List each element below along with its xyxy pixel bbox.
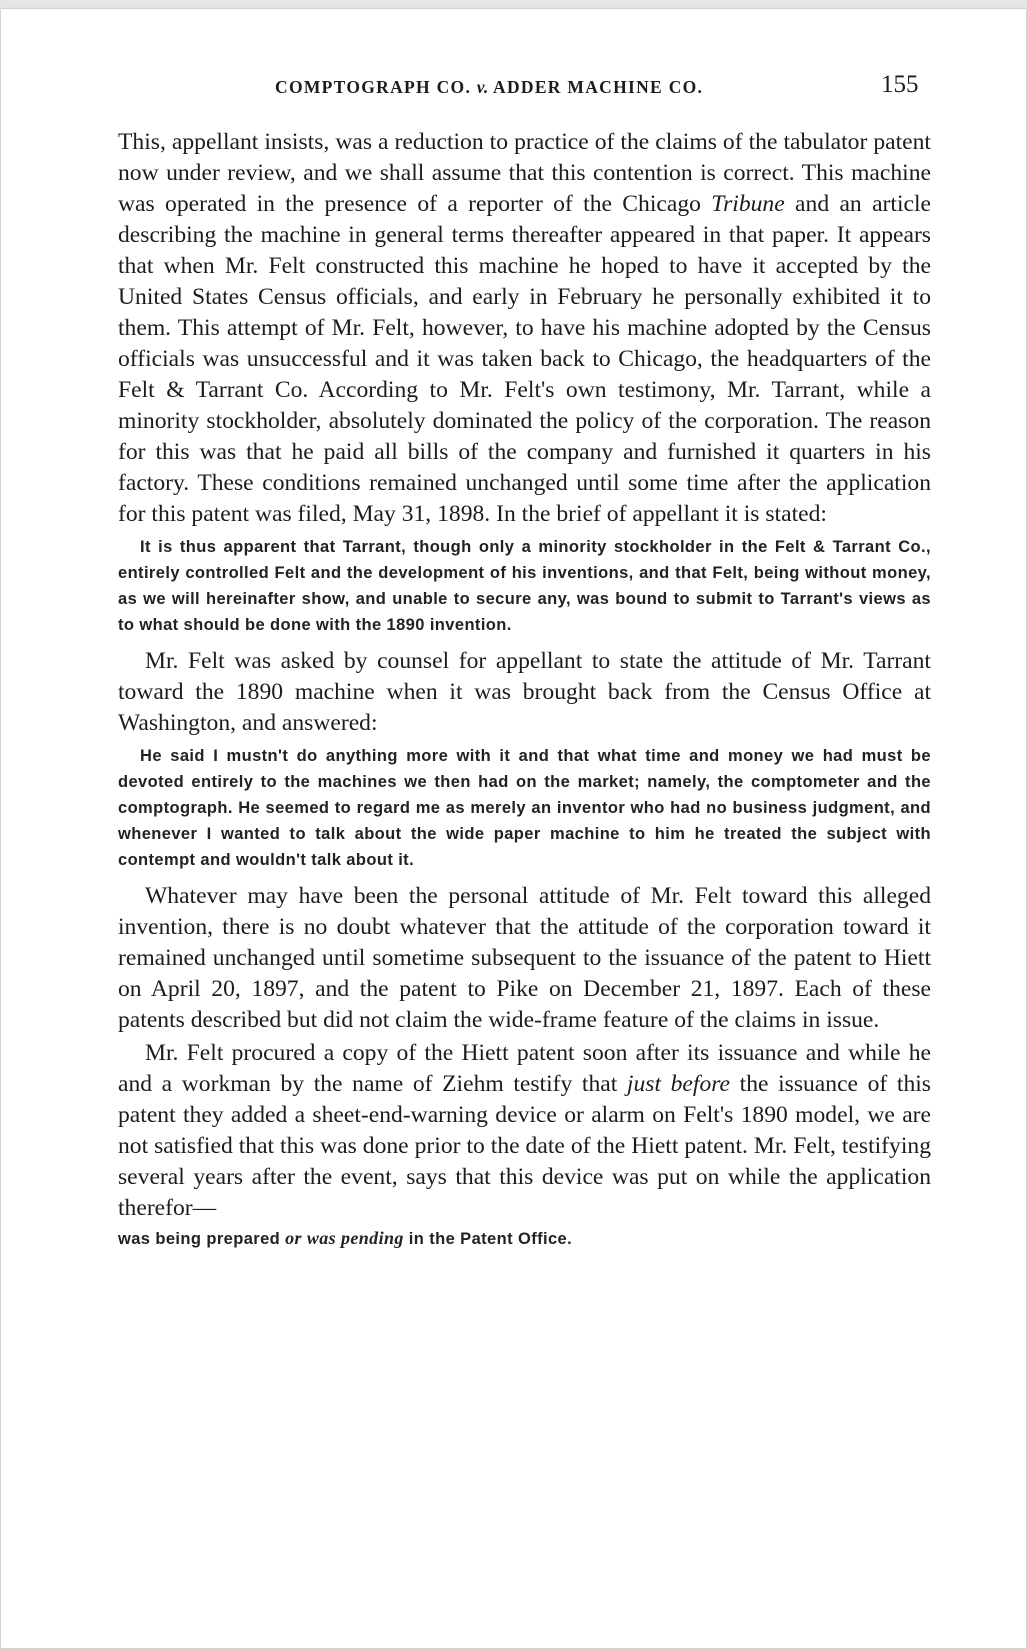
final-quote-part-c: in the Patent Office. <box>403 1230 573 1248</box>
paragraph-4-part-b: the issuance of this patent they added a sheet-end-warning device or alarm on Felt's 1890 model, we are not satisfied that this was done prior to the date of the Hiett patent. Mr. Felt, testifying several years after the event, says that this device was put on while the application therefor— <box>118 1071 931 1221</box>
paragraph-4-just-before: just before <box>626 1071 731 1097</box>
running-header <box>1 71 1026 101</box>
running-title-versus: v. <box>476 77 489 97</box>
paragraph-3: Whatever may have been the personal attitude of Mr. Felt toward this alleged invention, there is no doubt whatever that the attitude of the corporation toward it remained unchanged until sometime subsequent to the issuance of the patent to Hiett on April 20, 1897, and the patent to Pike on December 21, 1897. Each of these patents described but did not claim the wide-frame feature of the claims in issue. <box>118 883 931 1033</box>
final-quote <box>118 1228 931 1249</box>
block-quote-2: He said I mustn't do anything more with it and that what time and money we had must be devoted entirely to the machines we then had on the market; namely, the comptometer and the comptograph. He seemed to regard me as merely an inventor who had no business judgment, and whenever I wanted to talk about the wide paper machine to him he treated the subject with contempt and wouldn't talk about it. <box>118 747 931 869</box>
document-page <box>1 9 1026 1648</box>
running-title-part-a: COMPTOGRAPH CO. <box>275 77 477 97</box>
block-quote-1: It is thus apparent that Tarrant, though only a minority stockholder in the Felt & Tarrant Co., entirely controlled Felt and the development of his inventions, and that Felt, being without money, as we will hereinafter show, and unable to secure any, was bound to submit to Tarrant's views as to what should be done with the 1890 invention. <box>118 538 931 634</box>
body-text <box>118 127 931 1249</box>
paragraph-2: Mr. Felt was asked by counsel for appellant to state the attitude of Mr. Tarrant toward the 1890 machine when it was brought back from the Census Office at Washington, and answered: <box>118 648 931 736</box>
paragraph-1-part-a: This, appellant insists, was a reduction to practice of the claims of the tabulator patent now under review, and we shall assume that this contention is correct. This machine was operated in the presence of a reporter of the Chicago <box>118 129 931 217</box>
paragraph-4-part-a: Mr. Felt procured a copy of the Hiett patent soon after its issuance and while he and a workman by the name of Ziehm testify that <box>118 1040 931 1097</box>
paragraph-1-tribune: Tribune <box>711 191 785 217</box>
final-quote-part-a: was being prepared <box>118 1230 286 1248</box>
paragraph-4 <box>118 1038 931 1224</box>
running-title <box>275 77 703 98</box>
running-title-part-b: ADDER MACHINE CO. <box>488 77 704 97</box>
paragraph-1 <box>118 127 931 530</box>
page-number: 155 <box>881 71 919 98</box>
paragraph-1-part-b: and an article describing the machine in general terms thereafter appeared in that paper. It appears that when Mr. Felt constructed this machine he hoped to have it accepted by the United States Census officials, and early in February he personally exhibited it to them. This attempt of Mr. Felt, however, to have his machine adopted by the Census officials was unsuccessful and it was taken back to Chicago, the headquarters of the Felt & Tarrant Co. According to Mr. Felt's own testimony, Mr. Tarrant, while a minority stockholder, absolutely dominated the policy of the corporation. The reason for this was that he paid all bills of the company and furnished it quarters in his factory. These conditions remained unchanged until some time after the application for this patent was filed, May 31, 1898. In the brief of appellant it is stated: <box>118 191 932 527</box>
final-quote-italic: or was pending <box>285 1228 404 1248</box>
